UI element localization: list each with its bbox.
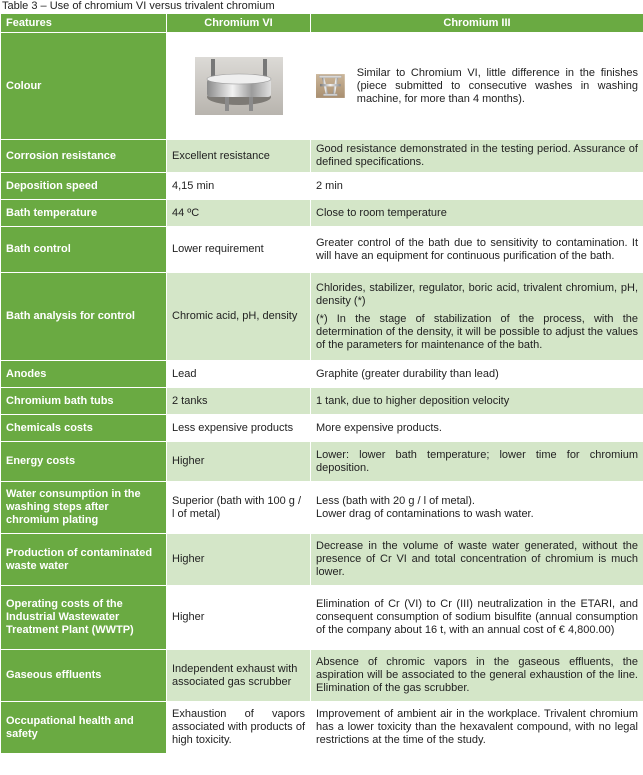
cr6-value: Less expensive products xyxy=(167,415,311,442)
feature-label: Deposition speed xyxy=(1,173,167,200)
cr6-photo-cell xyxy=(167,33,311,140)
feature-label: Corrosion resistance xyxy=(1,140,167,173)
cr3-value: Good resistance demonstrated in the testing period. Assurance of defined specifications. xyxy=(311,140,643,173)
cr3-value: Absence of chromic vapors in the gaseous effluents, the aspiration will be associated to the general exhaustion of the line. Elimination of the gas scrubber. xyxy=(311,650,643,702)
row-wastewater xyxy=(1,534,643,586)
cr3-value-note: (*) In the stage of stabilization of the process, with the determination of the density, it will be possible to adjust the values of the parameters for maintenance of the bath. xyxy=(316,312,638,351)
row-wwtp xyxy=(1,586,643,650)
feature-label: Chromium bath tubs xyxy=(1,388,167,415)
row-anodes xyxy=(1,361,643,388)
comparison-table xyxy=(0,13,643,754)
feature-label: Occupational health and safety xyxy=(1,702,167,754)
chromium-vi-part-photo xyxy=(195,57,283,115)
cr6-value: 4,15 min xyxy=(167,173,311,200)
row-control xyxy=(1,227,643,273)
cr3-value-line2: Lower drag of contaminations to wash water. xyxy=(316,507,534,520)
cr3-value: 1 tank, due to higher deposition velocity xyxy=(311,388,643,415)
cr3-colour-text: Similar to Chromium VI, little difference in the finishes (piece submitted to consecutive washes in washing machine, for more than 4 months). xyxy=(356,66,638,105)
feature-label: Production of contaminated waste water xyxy=(1,534,167,586)
cr3-value: Graphite (greater durability than lead) xyxy=(311,361,643,388)
cr3-value: Greater control of the bath due to sensitivity to contamination. It will have an equipment for continuous purification of the bath. xyxy=(311,227,643,273)
table-caption: Table 3 – Use of chromium VI versus trivalent chromium xyxy=(2,0,275,12)
feature-label: Operating costs of the Industrial Wastewater Treatment Plant (WWTP) xyxy=(1,586,167,650)
row-health xyxy=(1,702,643,754)
cr3-value: Close to room temperature xyxy=(311,200,643,227)
row-temperature xyxy=(1,200,643,227)
header-chromium-vi: Chromium VI xyxy=(167,14,311,33)
feature-label: Bath control xyxy=(1,227,167,273)
header-features: Features xyxy=(1,14,167,33)
cr3-value: More expensive products. xyxy=(311,415,643,442)
row-colour xyxy=(1,33,643,140)
cr3-value xyxy=(311,273,643,361)
cr3-value-line1: Less (bath with 20 g / l of metal). xyxy=(316,494,475,507)
cr6-value: Exhaustion of vapors associated with products of high toxicity. xyxy=(167,702,311,754)
cr6-value: Excellent resistance xyxy=(167,140,311,173)
feature-label: Bath analysis for control xyxy=(1,273,167,361)
cr6-value: Higher xyxy=(167,586,311,650)
cr6-value: 44 ºC xyxy=(167,200,311,227)
cr6-value: Higher xyxy=(167,534,311,586)
row-deposition xyxy=(1,173,643,200)
row-chemicals xyxy=(1,415,643,442)
row-corrosion xyxy=(1,140,643,173)
cr6-value: Higher xyxy=(167,442,311,482)
feature-label: Gaseous effluents xyxy=(1,650,167,702)
feature-label: Chemicals costs xyxy=(1,415,167,442)
row-tubs xyxy=(1,388,643,415)
cr3-colour-cell xyxy=(311,33,643,140)
cr3-value: Elimination of Cr (VI) to Cr (III) neutralization in the ETARI, and consequent consumption of sodium bisulfite (annual consumption of the company about 16 t, with an annual cost of € 4,800.00) xyxy=(311,586,643,650)
cr6-value: 2 tanks xyxy=(167,388,311,415)
cr6-value: Lower requirement xyxy=(167,227,311,273)
row-water xyxy=(1,482,643,534)
row-gaseous xyxy=(1,650,643,702)
chromium-iii-part-photo xyxy=(316,57,345,115)
cr6-value: Chromic acid, pH, density xyxy=(167,273,311,361)
header-row xyxy=(1,14,643,33)
cr3-value xyxy=(311,482,643,534)
feature-label: Anodes xyxy=(1,361,167,388)
feature-label: Bath temperature xyxy=(1,200,167,227)
cr6-value: Superior (bath with 100 g / l of metal) xyxy=(167,482,311,534)
feature-label: Water consumption in the washing steps after chromium plating xyxy=(1,482,167,534)
cr3-value: 2 min xyxy=(311,173,643,200)
cr3-value-main: Chlorides, stabilizer, regulator, boric acid, trivalent chromium, pH, density (*) xyxy=(316,281,638,307)
header-chromium-iii: Chromium III xyxy=(311,14,643,33)
cr3-value: Lower: lower bath temperature; lower time for chromium deposition. xyxy=(311,442,643,482)
cr3-value: Improvement of ambient air in the workplace. Trivalent chromium has a lower toxicity than the hexavalent compound, with no legal restrictions at the time of the study. xyxy=(311,702,643,754)
feature-label: Colour xyxy=(1,33,167,140)
cr3-value: Decrease in the volume of waste water generated, without the presence of Cr VI and total concentration of chromium is much lower. xyxy=(311,534,643,586)
cr6-value: Independent exhaust with associated gas scrubber xyxy=(167,650,311,702)
feature-label: Energy costs xyxy=(1,442,167,482)
row-energy xyxy=(1,442,643,482)
row-analysis xyxy=(1,273,643,361)
cr6-value: Lead xyxy=(167,361,311,388)
